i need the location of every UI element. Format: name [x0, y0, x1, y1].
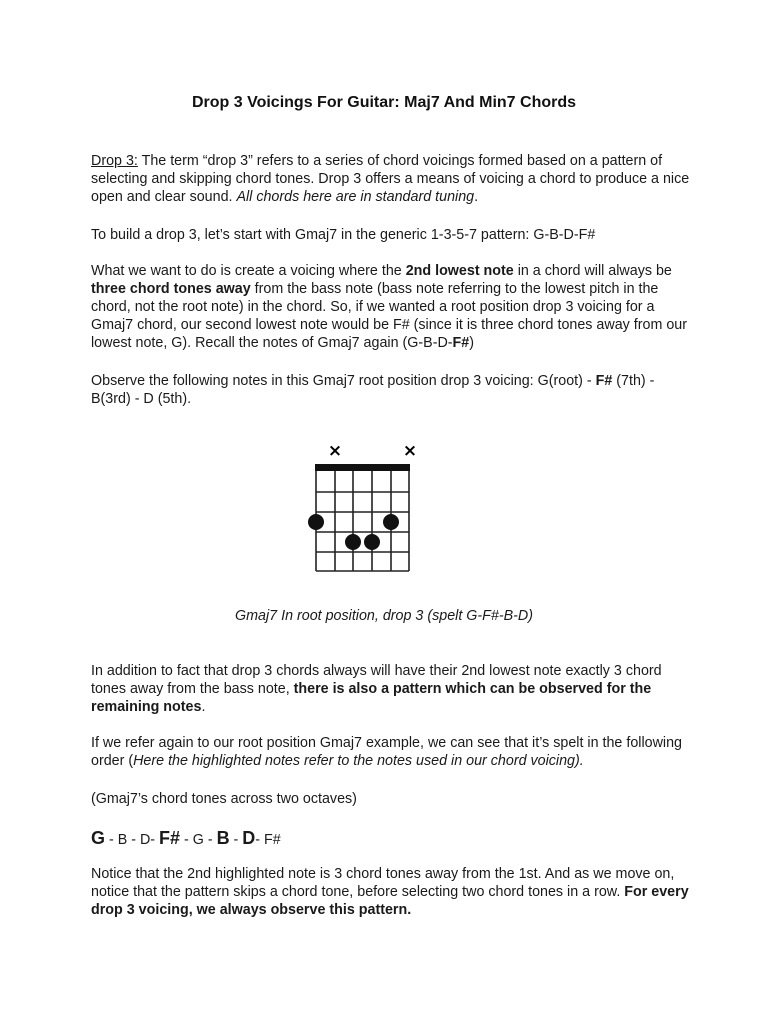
build-paragraph: To build a drop 3, let’s start with Gmaj7 in the generic 1-3-5-7 pattern: G-B-D-F# [91, 227, 596, 243]
finger-dot-g-root [308, 514, 324, 530]
addition-paragraph [91, 662, 691, 716]
frets [316, 492, 409, 571]
what-paragraph [91, 262, 691, 352]
tone-plain: - B - D- [105, 832, 160, 848]
tone-plain: - G - [180, 832, 217, 848]
page-title: Drop 3 Voicings For Guitar: Maj7 And Min7 Chords [191, 94, 577, 111]
what-text-4: ) [469, 335, 474, 351]
tone-highlight: F# [159, 828, 181, 848]
what-text-1: What we want to do is create a voicing where the [91, 263, 406, 279]
refer-italic-1: Here the highlighted notes refer to the notes used in our chord voicing). [133, 753, 584, 769]
intro-label: Drop 3: [91, 153, 138, 169]
notice-bold-1: For every drop 3 voicing, we always observe this pattern. [91, 884, 689, 918]
finger-dot-b [364, 534, 380, 550]
chord-diagram [300, 440, 425, 575]
addition-text-2: . [201, 699, 206, 715]
refer-text-1: If we refer again to our root position Gmaj7 example, we can see that it’s spelt in the following order ( [91, 735, 682, 769]
observe-paragraph [91, 372, 691, 408]
muted-marker-1: × [402, 441, 418, 461]
addition-text-1: In addition to fact that drop 3 chords always will have their 2nd lowest note exactly 3 chord tones away from the bass note, [91, 663, 662, 697]
tone-highlight: D [242, 828, 256, 848]
what-bold-2: three chord tones away [91, 281, 251, 297]
observe-bold-1: F# [595, 373, 613, 389]
tone-highlight: B [216, 828, 230, 848]
intro-end: . [474, 189, 479, 205]
tone-plain: - F# [255, 832, 281, 848]
intro-paragraph [91, 152, 691, 206]
observe-text-2: (7th) - B(3rd) - D (5th). [91, 373, 655, 407]
nut [315, 464, 410, 471]
what-text-3: from the bass note (bass note referring to the lowest pitch in the chord, not the root note) in the chord. So, if we wanted a root position drop 3 voicing for a Gmaj7 chord, our second lowest note would be F# (since it is three chord tones away from our lowest note, G). Recall the notes of Gmaj7 again (G-B-D- [91, 281, 687, 351]
muted-marker-6: × [327, 441, 343, 461]
octaves-paragraph: (Gmaj7’s chord tones across two octaves) [91, 791, 357, 807]
chord-tone-sequence [91, 827, 281, 851]
refer-paragraph [91, 734, 691, 770]
intro-text: The term “drop 3” refers to a series of chord voicings formed based on a pattern of selecting and skipping chord tones. Drop 3 offers a means of voicing a chord to produce a nice open and clear sound. [91, 153, 690, 205]
what-text-2: in a chord will always be [513, 263, 672, 279]
observe-text-1: Observe the following notes in this Gmaj7 root position drop 3 voicing: G(root) - [91, 373, 596, 389]
tone-highlight: G [91, 828, 106, 848]
notice-paragraph [91, 865, 691, 919]
notice-text-1: Notice that the 2nd highlighted note is 3 chord tones away from the 1st. And as we move on, notice that the pattern skips a chord tone, before selecting two chord tones in a row. [91, 866, 675, 900]
finger-dot-d [383, 514, 399, 530]
tone-plain: - [229, 832, 243, 848]
what-bold-1: 2nd lowest note [405, 263, 514, 279]
intro-italic: All chords here are in standard tuning [236, 189, 475, 205]
chord-caption: Gmaj7 In root position, drop 3 (spelt G-F#-B-D) [235, 608, 533, 624]
finger-dot-f-sharp [345, 534, 361, 550]
what-bold-3: F# [452, 335, 470, 351]
addition-bold-1: there is also a pattern which can be observed for the remaining notes [91, 681, 652, 715]
